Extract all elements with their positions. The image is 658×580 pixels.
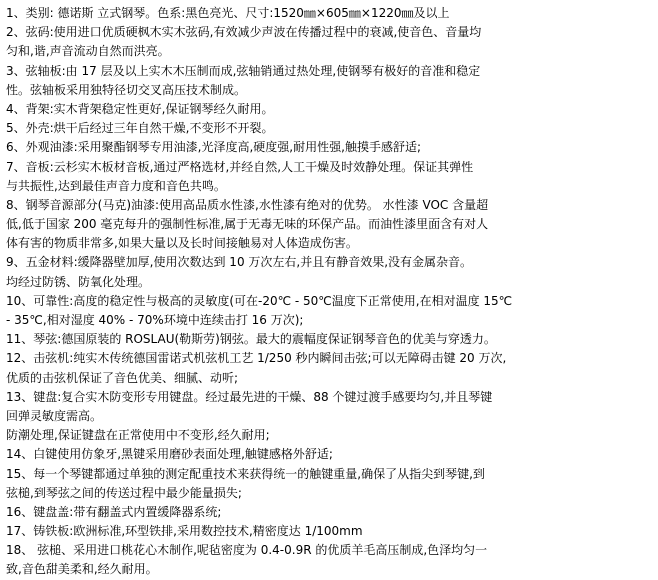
spec-line: 8、钢琴音源部分(马克)油漆:使用高品质水性漆,水性漆有绝对的优势。 水性漆 VOC 含量超 <box>6 197 489 212</box>
spec-line: 16、键盘盖:带有翻盖式内置缓降器系统; <box>6 504 222 519</box>
spec-line: 匀和,谐,声音流动自然而洪亮。 <box>6 44 170 59</box>
spec-line: 9、五金材料:缓降器壁加厚,使用次数达到 10 万次左右,并且有静音效果,没有金属杂音。 <box>6 255 473 270</box>
spec-line: 6、外观油漆:采用聚酯钢琴专用油漆,光泽度高,硬度强,耐用性强,触摸手感舒适; <box>6 140 421 155</box>
spec-line: 3、弦轴板:由 17 层及以上实木木压制而成,弦轴销通过热处理,使钢琴有极好的音准和稳定 <box>6 63 481 78</box>
spec-line: 2、弦码:使用进口优质硬枫木实木弦码,有效减少声波在传播过程中的衰减,使音色、音量均 <box>6 25 482 40</box>
spec-line: 回弹灵敏度需高。 <box>6 408 103 423</box>
spec-line: 13、键盘:复合实木防变形专用键盘。经过最先进的干燥、88 个键过渡手感要均匀,并且琴键 <box>6 389 493 404</box>
spec-line: 12、击弦机:纯实木传统德国雷诺式机弦机工艺 1/250 秒内瞬间击弦;可以无障碍击键 20 万次, <box>6 351 507 366</box>
spec-line: 性。弦轴板采用独特径切交叉高压技术制成。 <box>6 82 247 97</box>
spec-line: 15、每一个琴键都通过单独的测定配重技术来获得统一的触键重量,确保了从指尖到琴键,到 <box>6 466 485 481</box>
spec-line: 7、音板:云杉实木板材音板,通过严格选材,并经自然,人工干燥及时效静处理。保证其弹性 <box>6 159 474 174</box>
spec-line: 1、类别: 德诺斯 立式钢琴。色系:黑色亮光、尺寸:1520㎜×605㎜×1220㎜及以上 <box>6 6 450 20</box>
spec-line: 弦槌,到琴弦之间的传送过程中最少能量损失; <box>6 485 242 500</box>
spec-line: 5、外壳:烘干后经过三年自然干燥,不变形不开裂。 <box>6 121 274 136</box>
spec-line: 致,音色甜美柔和,经久耐用。 <box>6 562 158 577</box>
spec-line: 优质的击弦机保证了音色优美、细腻、动听; <box>6 370 239 385</box>
spec-line: 防潮处理,保证键盘在正常使用中不变形,经久耐用; <box>6 428 270 443</box>
spec-line: 18、 弦槌、采用进口桃花心木制作,呢毡密度为 0.4-0.9R 的优质羊毛高压制成,色泽均匀一 <box>6 543 488 558</box>
spec-line: 11、琴弦:德国原装的 ROSLAU(勒斯劳)钢弦。最大的震幅度保证钢琴音色的优美与穿透力。 <box>6 332 496 347</box>
spec-line: 低,低于国家 200 毫克每升的强制性标准,属于无毒无味的环保产品。而油性漆里面含有对人 <box>6 217 489 232</box>
spec-line: 均经过防锈、防氧化处理。 <box>6 274 151 289</box>
spec-line: 17、铸铁板:欧洲标准,环型铁排,采用数控技术,精密度达 1/100mm <box>6 524 363 539</box>
spec-line: 4、背架:实木背架稳定性更好,保证钢琴经久耐用。 <box>6 101 274 116</box>
spec-line: 体有害的物质非常多,如果大量以及长时间接触易对人体造成伤害。 <box>6 236 358 251</box>
spec-line: 10、可靠性:高度的稳定性与极高的灵敏度(可在-20℃ - 50℃温度下正常使用,在相对温度 15℃ <box>6 293 513 308</box>
spec-line: - 35℃,相对湿度 40% - 70%环境中连续击打 16 万次); <box>6 313 304 327</box>
spec-line: 14、白键使用仿象牙,黑键采用磨砂表面处理,触键感格外舒适; <box>6 447 333 462</box>
spec-line: 与共振性,达到最佳声音力度和音色共鸣。 <box>6 178 226 193</box>
